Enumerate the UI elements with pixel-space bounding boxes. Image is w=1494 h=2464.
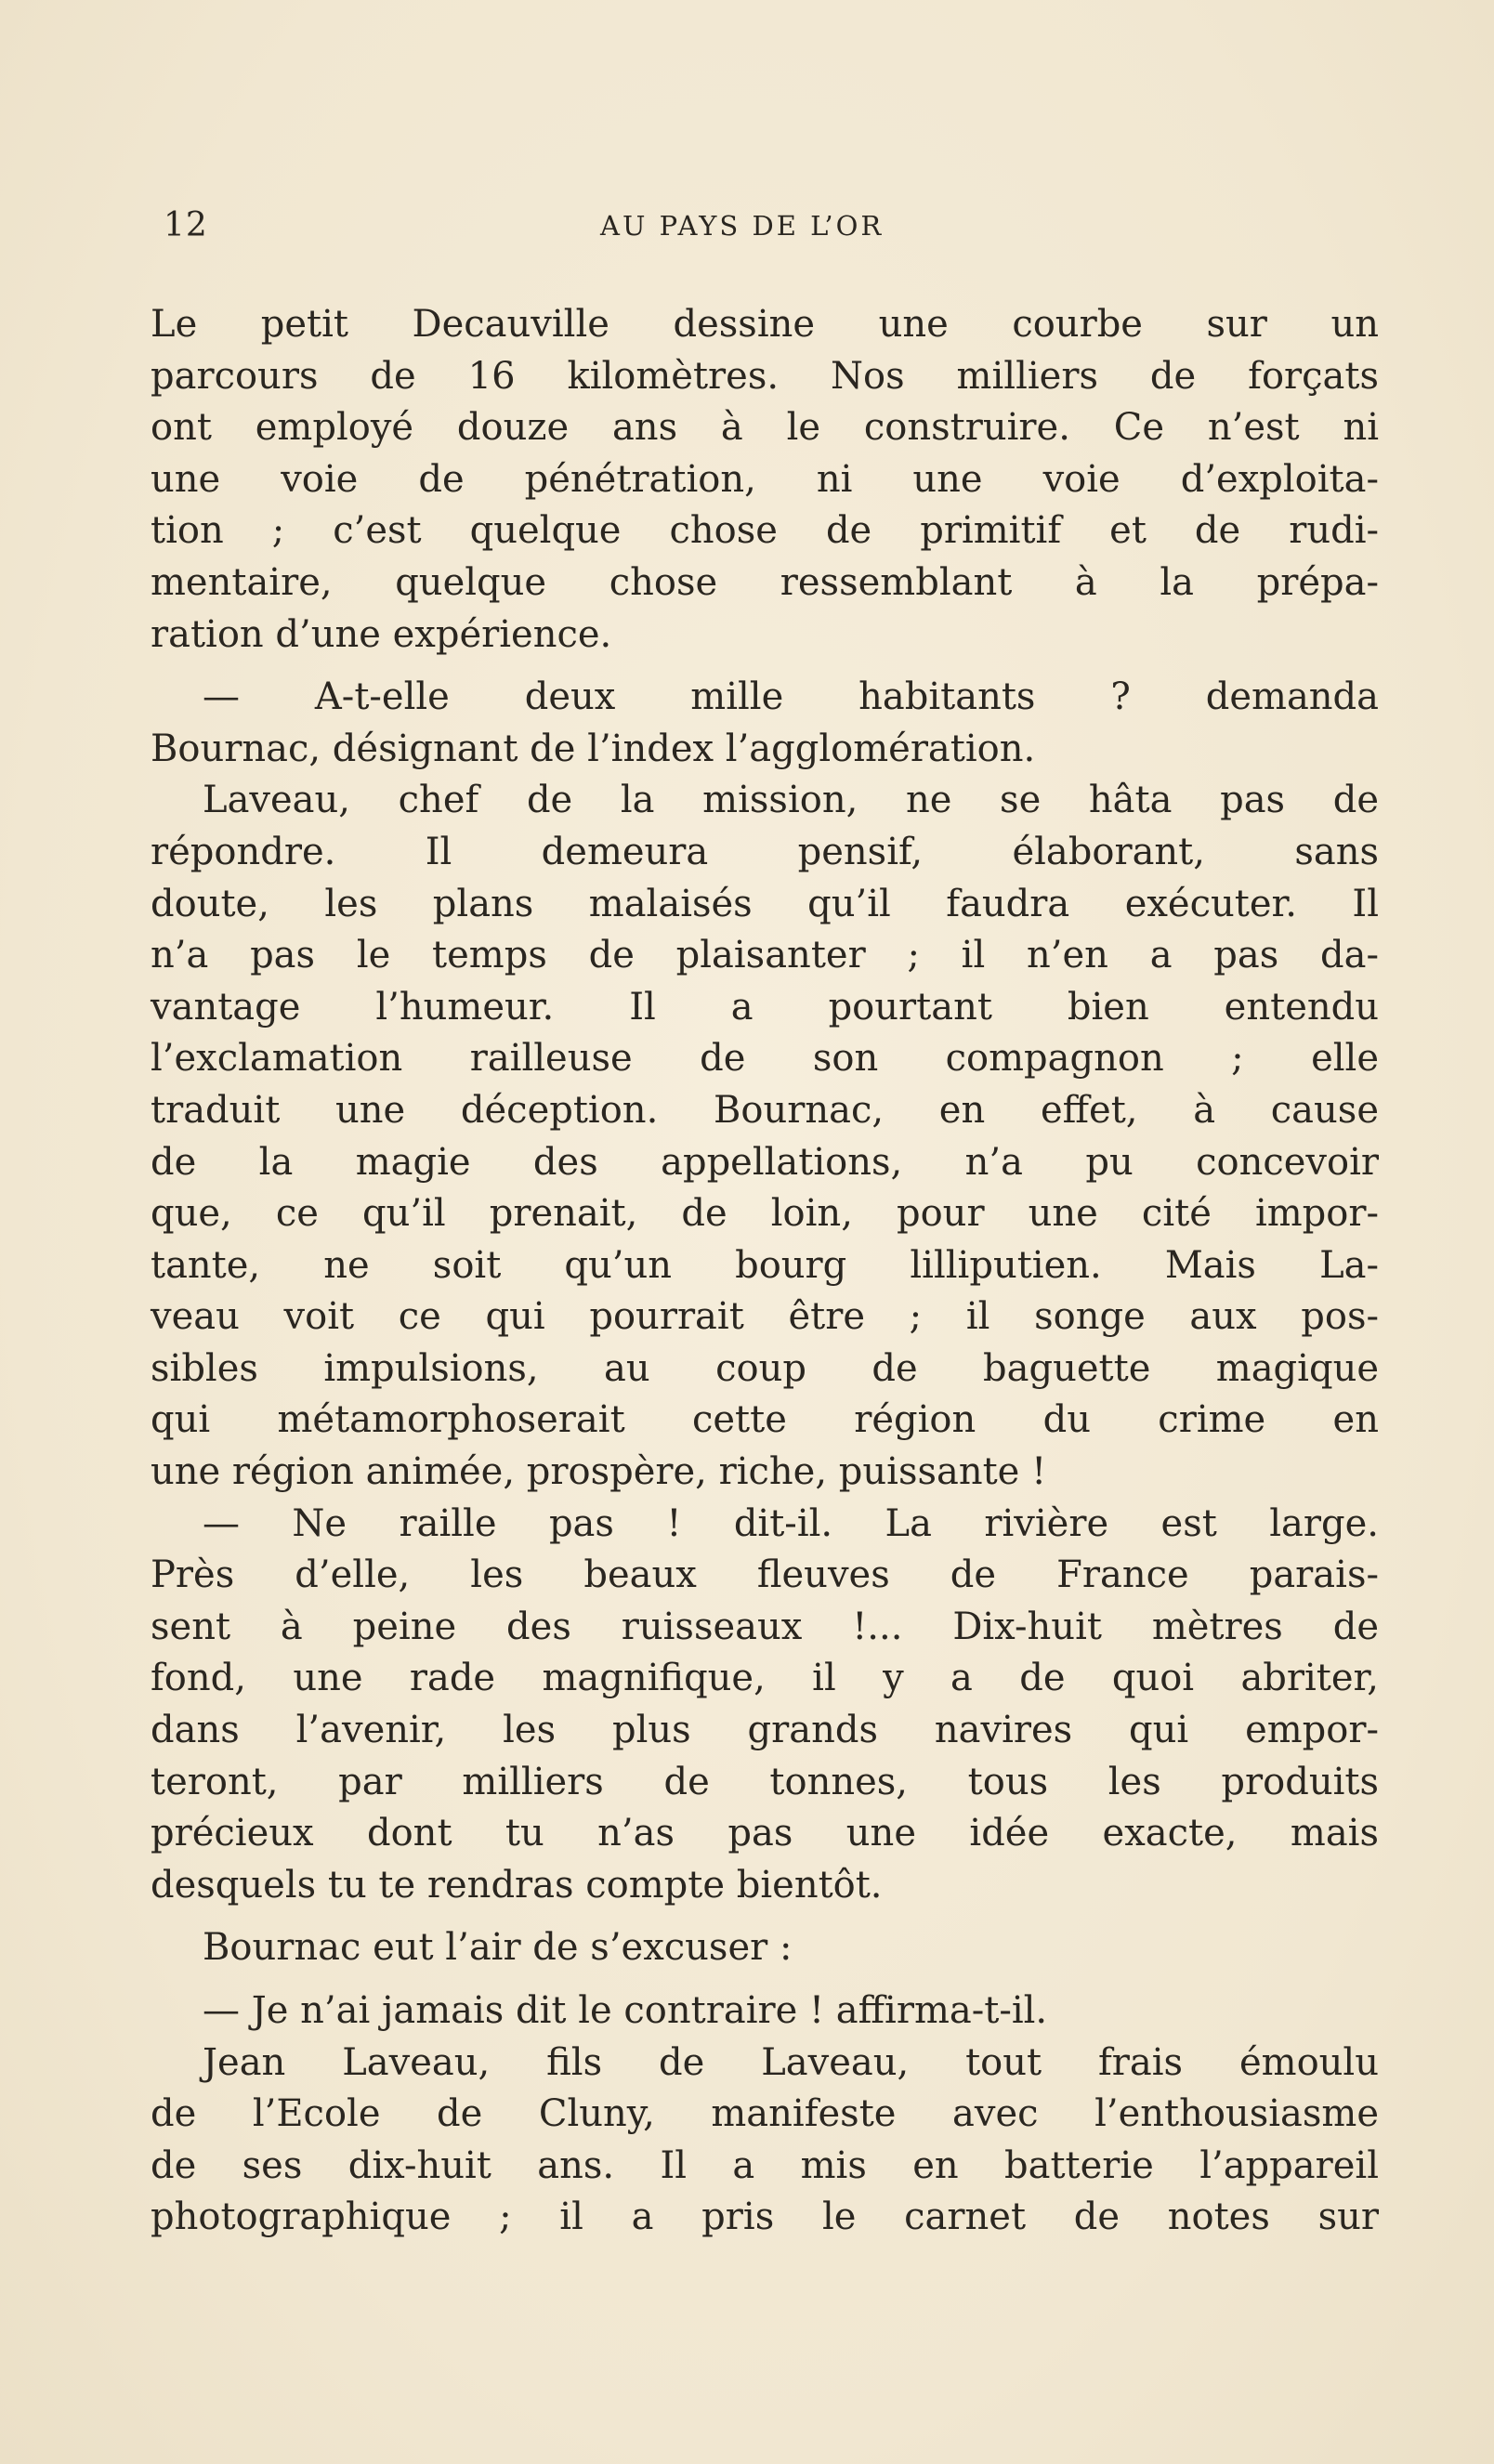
text-line: doute, les plans malaisés qu’il faudra exécuter. Il	[151, 882, 1379, 925]
text-line: veau voit ce qui pourrait être ; il songe aux pos-	[151, 1295, 1379, 1339]
text-line: Jean Laveau, fils de Laveau, tout frais émoulu	[203, 2040, 1379, 2084]
text-line: qui métamorphoserait cette région du crime en	[151, 1398, 1379, 1442]
book-title: AU PAYS DE L’OR	[600, 210, 885, 242]
text-line: tante, ne soit qu’un bourg lilliputien. Mais La-	[151, 1243, 1379, 1287]
text-line: Près d’elle, les beaux fleuves de France parais-	[151, 1553, 1379, 1597]
text-line: de la magie des appellations, n’a pu concevoir	[151, 1140, 1379, 1184]
text-line: Le petit Decauville dessine une courbe sur un	[151, 303, 1379, 346]
running-head	[164, 206, 1368, 243]
text-line: photographique ; il a pris le carnet de notes sur	[151, 2195, 1379, 2239]
text-line: fond, une rade magnifique, il y a de quoi abriter,	[151, 1657, 1379, 1700]
text-line: tion ; c’est quelque chose de primitif et de rudi-	[151, 509, 1379, 553]
paragraph-gap	[151, 1974, 1379, 1986]
text-line: de l’Ecole de Cluny, manifeste avec l’enthousiasme	[151, 2092, 1379, 2136]
text-line: Bournac, désignant de l’index l’agglomération.	[151, 727, 1036, 770]
text-line: desquels tu te rendras compte bientôt.	[151, 1863, 883, 1907]
text-line: — Ne raille pas ! dit-il. La rivière est large.	[203, 1501, 1379, 1545]
text-line: — A-t-elle deux mille habitants ? demanda	[203, 675, 1379, 719]
paragraph-gap	[151, 661, 1379, 672]
text-line: l’exclamation railleuse de son compagnon ; elle	[151, 1037, 1379, 1081]
text-line: n’a pas le temps de plaisanter ; il n’en a pas da-	[151, 934, 1379, 977]
text-line: — Je n’ai jamais dit le contraire ! affirma-t-il.	[203, 1989, 1048, 2032]
text-line: Bournac eut l’air de s’excuser :	[203, 1926, 793, 1970]
text-line: parcours de 16 kilomètres. Nos milliers de forçats	[151, 354, 1379, 398]
text-line: sibles impulsions, au coup de baguette magique	[151, 1346, 1379, 1390]
text-line: une voie de pénétration, ni une voie d’exploita-	[151, 457, 1379, 501]
text-line: traduit une déception. Bournac, en effet, à cause	[151, 1088, 1379, 1132]
text-line: une région animée, prospère, riche, puissante !	[151, 1450, 1047, 1494]
text-line: répondre. Il demeura pensif, élaborant, sans	[151, 830, 1379, 873]
text-line: vantage l’humeur. Il a pourtant bien entendu	[151, 985, 1379, 1029]
text-line: Laveau, chef de la mission, ne se hâta pas de	[203, 779, 1379, 822]
text-line: ont employé douze ans à le construire. Ce n’est ni	[151, 406, 1379, 450]
text-line: précieux dont tu n’as pas une idée exacte, mais	[151, 1812, 1379, 1855]
paragraph-gap	[151, 1911, 1379, 1922]
text-line: de ses dix-huit ans. Il a mis en batterie l’appareil	[151, 2143, 1379, 2187]
body-text	[151, 299, 1379, 2244]
text-line: que, ce qu’il prenait, de loin, pour une cité impor-	[151, 1192, 1379, 1236]
text-line: teront, par milliers de tonnes, tous les produits	[151, 1760, 1379, 1803]
text-line: dans l’avenir, les plus grands navires qui empor-	[151, 1709, 1379, 1752]
text-line: sent à peine des ruisseaux !... Dix-huit mètres de	[151, 1605, 1379, 1648]
text-line: ration d’une expérience.	[151, 612, 612, 656]
page-number: 12	[164, 206, 208, 244]
text-line: mentaire, quelque chose ressemblant à la prépa-	[151, 560, 1379, 604]
